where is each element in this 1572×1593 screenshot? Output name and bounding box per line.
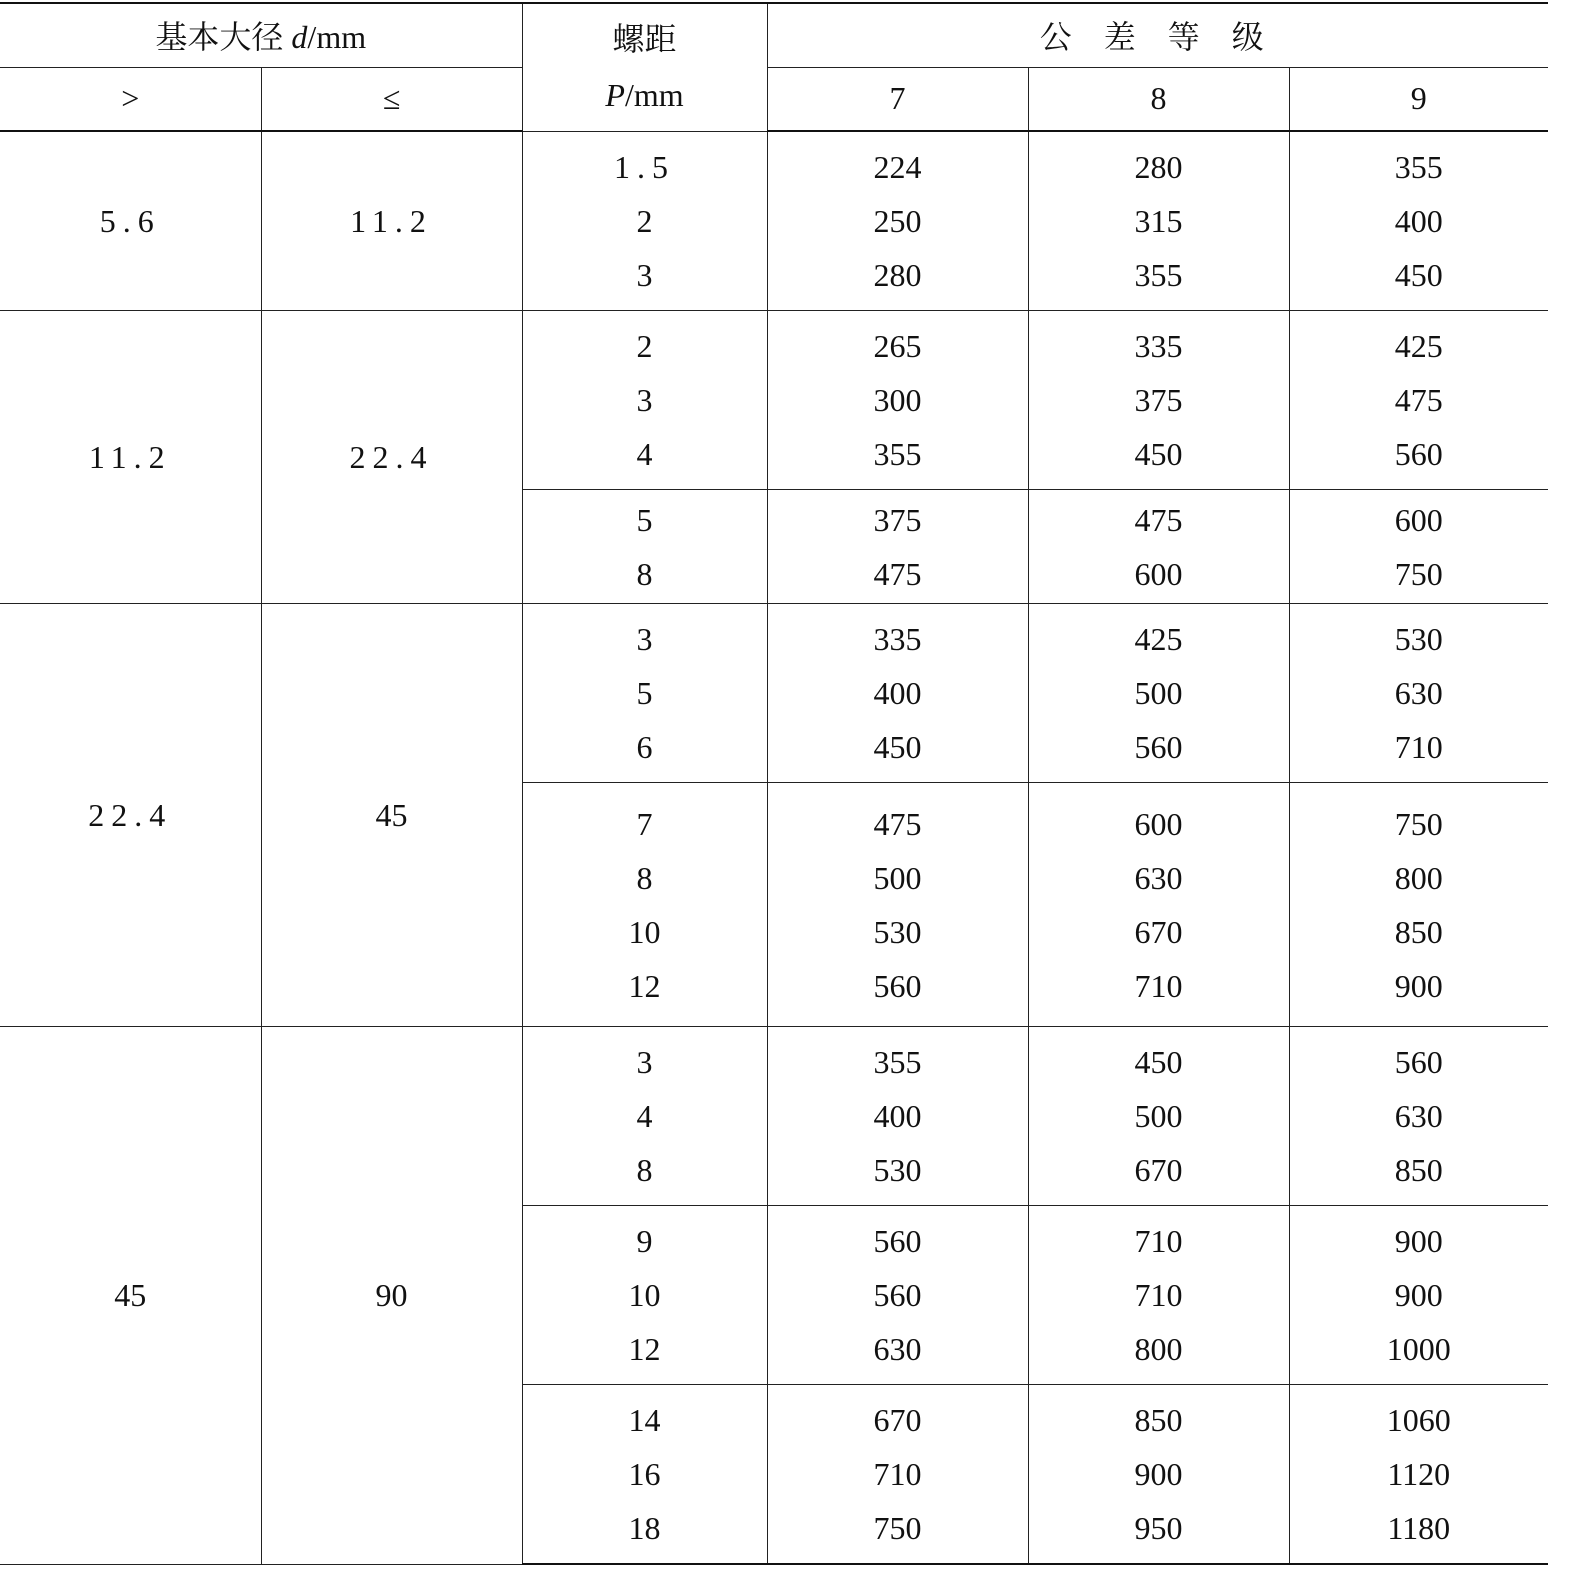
grade-9-cell [1289, 131, 1548, 311]
tolerance-value: 600 [1134, 555, 1183, 592]
pitch-value: 4 [636, 436, 653, 472]
tolerance-value: 1000 [1386, 1331, 1451, 1367]
tolerance-value: 280 [873, 257, 922, 293]
tolerance-value: 315 [1134, 203, 1183, 239]
tolerance-value: 750 [873, 1510, 922, 1546]
pitch-value: 3 [636, 382, 653, 418]
pitch-value: 16 [628, 1456, 661, 1492]
greater-than-header: > [0, 67, 261, 131]
tolerance-value: 750 [1394, 555, 1443, 592]
subheader-row [0, 67, 1548, 131]
pitch-value: 2 [636, 202, 653, 239]
pitch-value: 3 [636, 621, 653, 657]
pitch-cell [522, 490, 767, 604]
diameter-less-equal-cell: 45 [261, 604, 522, 1027]
tolerance-value: 950 [1134, 1510, 1183, 1546]
tolerance-value: 400 [873, 1098, 922, 1134]
pitch-value: 4 [636, 1098, 653, 1134]
tolerance-value: 710 [1134, 1277, 1183, 1313]
tolerance-value: 355 [873, 436, 922, 472]
pitch-value: 9 [636, 1223, 653, 1259]
tolerance-value: 500 [873, 859, 922, 896]
tolerance-value: 475 [1394, 382, 1443, 418]
diameter-less-equal-cell: 90 [261, 1027, 522, 1565]
grade-7-header: 7 [767, 67, 1028, 131]
tolerance-value: 710 [1134, 967, 1183, 1004]
table-row [0, 311, 1548, 490]
pitch-cell [522, 131, 767, 311]
tolerance-value: 375 [1134, 382, 1183, 418]
grade-8-cell [1028, 1385, 1289, 1565]
grade-9-cell [1289, 783, 1548, 1027]
tolerance-value: 600 [1394, 501, 1443, 538]
tolerance-value: 400 [873, 675, 922, 711]
pitch-unit: /mm [624, 77, 684, 114]
pitch-value: 5 [636, 501, 653, 538]
header-row [0, 3, 1548, 67]
table-row [0, 604, 1548, 783]
pitch-value: 10 [628, 913, 661, 950]
pitch-cell [522, 1385, 767, 1565]
tolerance-value: 475 [873, 805, 922, 842]
diameter-greater-than-cell: 5.6 [0, 131, 261, 311]
tolerance-value: 850 [1394, 1152, 1443, 1188]
pitch-value: 7 [636, 805, 653, 842]
grade-7-cell [767, 311, 1028, 490]
pitch-value: 5 [636, 675, 653, 711]
less-equal-header: ≤ [261, 67, 522, 131]
tolerance-value: 280 [1134, 149, 1183, 185]
pitch-value: 14 [628, 1402, 661, 1438]
tolerance-value: 500 [1134, 675, 1183, 711]
tolerance-value: 425 [1134, 621, 1183, 657]
diameter-unit: /mm [307, 19, 367, 56]
tolerance-value: 425 [1394, 328, 1443, 364]
grade-9-cell [1289, 490, 1548, 604]
tolerance-value: 500 [1134, 1098, 1183, 1134]
diameter-greater-than-cell: 22.4 [0, 604, 261, 1027]
pitch-header [522, 3, 767, 131]
pitch-value: 8 [636, 859, 653, 896]
grade-9-cell [1289, 1385, 1548, 1565]
tolerance-value: 630 [1394, 1098, 1443, 1134]
grade-7-cell [767, 604, 1028, 783]
pitch-value: 12 [628, 1331, 661, 1367]
tolerance-value: 900 [1134, 1456, 1183, 1492]
grade-9-header: 9 [1289, 67, 1548, 131]
grade-7-cell [767, 1027, 1028, 1206]
tolerance-value: 670 [1134, 913, 1183, 950]
tolerance-value: 560 [873, 1223, 922, 1259]
tolerance-value: 560 [1394, 1044, 1443, 1080]
tolerance-value: 355 [1134, 257, 1183, 293]
pitch-cell [522, 1206, 767, 1385]
grade-7-cell [767, 783, 1028, 1027]
tolerance-value: 355 [873, 1044, 922, 1080]
grade-8-header: 8 [1028, 67, 1289, 131]
tolerance-value: 630 [873, 1331, 922, 1367]
diameter-symbol: d [291, 19, 308, 56]
tolerance-value: 560 [1394, 436, 1443, 472]
tolerance-value: 800 [1134, 1331, 1183, 1367]
tolerance-value: 335 [1134, 328, 1183, 364]
pitch-unit-line [523, 67, 767, 123]
grade-7-cell [767, 1206, 1028, 1385]
tolerance-value: 560 [873, 967, 922, 1004]
diameter-greater-than-cell: 45 [0, 1027, 261, 1565]
grade-8-cell [1028, 1027, 1289, 1206]
grade-9-cell [1289, 1206, 1548, 1385]
tolerance-value: 560 [873, 1277, 922, 1313]
pitch-value: 10 [628, 1277, 661, 1313]
pitch-value: 8 [636, 1152, 653, 1188]
pitch-value: 6 [636, 729, 653, 765]
grade-7-cell [767, 131, 1028, 311]
diameter-less-equal-cell: 22.4 [261, 311, 522, 604]
tolerance-value: 475 [873, 555, 922, 592]
tolerance-value: 265 [873, 328, 922, 364]
tolerance-value: 630 [1134, 859, 1183, 896]
tolerance-value: 400 [1394, 203, 1443, 239]
tolerance-value: 850 [1134, 1402, 1183, 1438]
grade-8-cell [1028, 1206, 1289, 1385]
diameter-label: 基本大径 [155, 19, 284, 56]
tolerance-value: 250 [873, 203, 922, 239]
tolerance-grade-header: 公 差 等 级 [767, 3, 1548, 67]
pitch-label: 螺距 [612, 21, 677, 58]
grade-9-cell [1289, 604, 1548, 783]
grade-7-cell [767, 1385, 1028, 1565]
tolerance-value: 530 [1394, 621, 1443, 657]
pitch-cell [522, 604, 767, 783]
tolerance-value: 850 [1394, 913, 1443, 950]
diameter-greater-than-cell: 11.2 [0, 311, 261, 604]
pitch-symbol: P [605, 77, 625, 114]
tolerance-value: 530 [873, 913, 922, 950]
pitch-value: 12 [628, 967, 661, 1004]
tolerance-value: 300 [873, 382, 922, 418]
tolerance-value: 710 [1134, 1223, 1183, 1259]
thread-tolerance-table [0, 2, 1548, 1565]
table-row [0, 1027, 1548, 1206]
pitch-value: 3 [636, 256, 653, 293]
grade-8-cell [1028, 311, 1289, 490]
grade-8-cell [1028, 490, 1289, 604]
tolerance-value: 900 [1394, 1277, 1443, 1313]
grade-8-cell [1028, 604, 1289, 783]
tolerance-value: 475 [1134, 501, 1183, 538]
tolerance-value: 375 [873, 501, 922, 538]
tolerance-value: 800 [1394, 859, 1443, 896]
table-body [0, 131, 1548, 1564]
tolerance-value: 530 [873, 1152, 922, 1188]
tolerance-value: 1120 [1387, 1456, 1451, 1492]
tolerance-value: 900 [1394, 967, 1443, 1004]
tolerance-value: 560 [1134, 729, 1183, 765]
tolerance-value: 1060 [1386, 1402, 1451, 1438]
grade-9-cell [1289, 311, 1548, 490]
tolerance-value: 450 [873, 729, 922, 765]
pitch-cell [522, 783, 767, 1027]
tolerance-value: 600 [1134, 805, 1183, 842]
tolerance-value: 224 [873, 149, 922, 185]
pitch-cell [522, 1027, 767, 1206]
grade-8-cell [1028, 131, 1289, 311]
tolerance-value: 670 [1134, 1152, 1183, 1188]
pitch-value: 3 [636, 1044, 653, 1080]
tolerance-value: 710 [873, 1456, 922, 1492]
pitch-cell [522, 311, 767, 490]
pitch-value: 8 [636, 555, 653, 592]
table-row [0, 131, 1548, 311]
pitch-value: 2 [636, 328, 653, 364]
tolerance-value: 900 [1394, 1223, 1443, 1259]
tolerance-value: 750 [1394, 805, 1443, 842]
pitch-value: 18 [628, 1510, 661, 1546]
tolerance-value: 670 [873, 1402, 922, 1438]
basic-major-diameter-header [0, 3, 522, 67]
grade-9-cell [1289, 1027, 1548, 1206]
tolerance-value: 450 [1134, 436, 1183, 472]
tolerance-value: 630 [1394, 675, 1443, 711]
diameter-less-equal-cell: 11.2 [261, 131, 522, 311]
tolerance-value: 710 [1394, 729, 1443, 765]
grade-7-cell [767, 490, 1028, 604]
tolerance-value: 335 [873, 621, 922, 657]
tolerance-value: 1180 [1387, 1510, 1451, 1546]
tolerance-value: 450 [1134, 1044, 1183, 1080]
grade-8-cell [1028, 783, 1289, 1027]
tolerance-value: 450 [1394, 257, 1443, 293]
pitch-value: 1.5 [614, 148, 675, 185]
tolerance-value: 355 [1394, 149, 1443, 185]
